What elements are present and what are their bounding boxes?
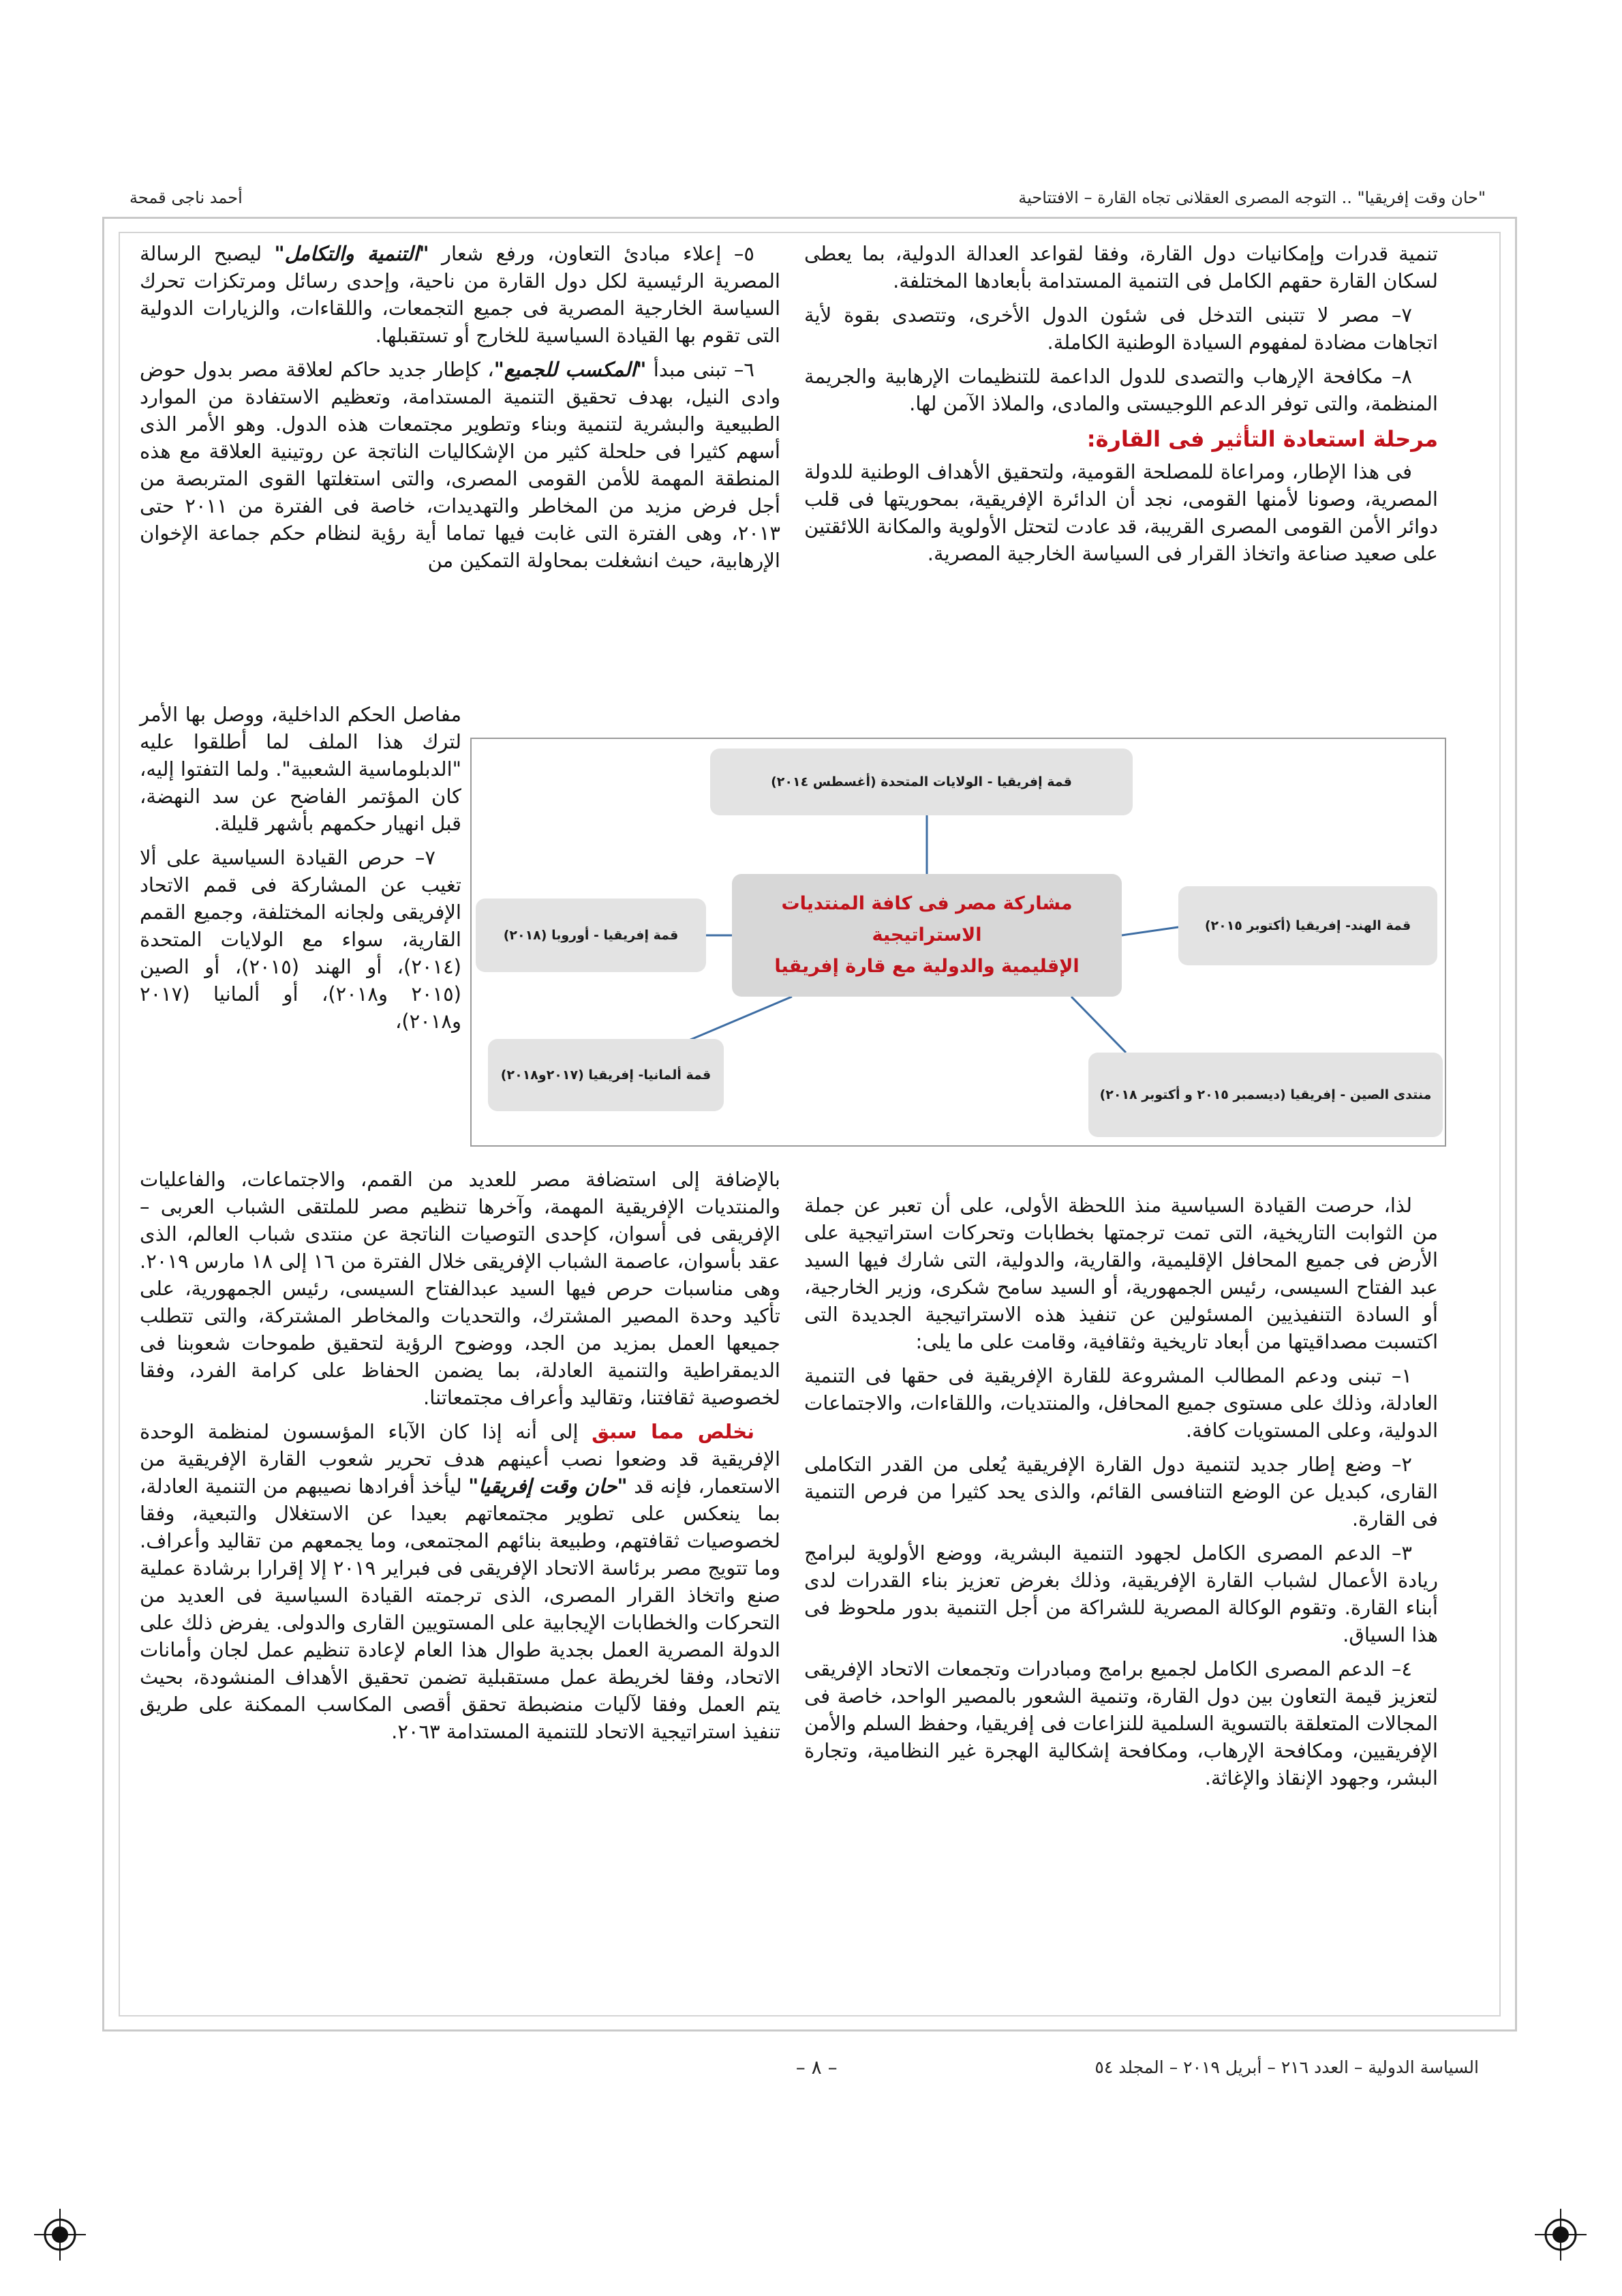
- paragraph-lead: ٥– إعلاء مبادئ التعاون، ورفع شعار: [429, 242, 754, 265]
- paragraph: [140, 356, 780, 574]
- center-line-2: الإقليمية والدولية مع قارة إفريقيا: [774, 956, 1080, 977]
- paragraph: مفاصل الحكم الداخلية، ووصل بها الأمر لترك هذا الملف لما أطلقوا عليه "الدبلوماسية الشعبية". ولما التفتوا إليه، كان المؤتمر الفاضح عن سد النهضة، قبل انهيار حكمهم بأشهر قليلة.: [140, 703, 461, 835]
- page-number: – ٨ –: [795, 2055, 838, 2079]
- paragraph: [140, 240, 780, 349]
- left-column-top: [140, 240, 780, 581]
- paragraph: ٧– مصر لا تتبنى التدخل فى شئون الدول الأخرى، وتتصدى بقوة لأية اتجاهات مضادة لمفهوم السيادة الوطنية الكاملة.: [804, 303, 1438, 354]
- node-india-africa-summit: قمة الهند- إفريقيا (أكتوبر ٢٠١٥): [1178, 886, 1437, 965]
- section-heading: مرحلة استعادة التأثير فى القارة:: [1086, 426, 1438, 452]
- right-column-bottom: [804, 1192, 1438, 1798]
- paragraph: ٨– مكافحة الإرهاب والتصدى للدول الداعمة للتنظيمات الإرهابية والجريمة المنظمة، والتى توفر الدعم اللوجيستى والمادى، والملاذ الآمن لها.: [804, 365, 1438, 415]
- paragraph: ٣– الدعم المصرى الكامل لجهود التنمية البشرية، ووضع الأولوية لبرامج ريادة الأعمال لشباب القارة الإفريقية، وذلك بغرض تعزيز بناء القدرات لدى أبناء القارة. وتقوم الوكالة المصرية للشراكة من أجل التنمية بدور ملحوظ فى هذا السياق.: [804, 1541, 1438, 1646]
- node-africa-usa-summit: قمة إفريقيا - الولايات المتحدة (أغسطس ٢٠١٤): [710, 749, 1133, 815]
- node-china-africa-forum: منتدى الصين - إفريقيا (ديسمبر ٢٠١٥ و أكتوبر ٢٠١٨): [1088, 1053, 1443, 1137]
- connector-bottom-right: [1071, 997, 1126, 1053]
- paragraph: ٤– الدعم المصرى الكامل لجميع برامج ومبادرات وتجمعات الاتحاد الإفريقى لتعزيز قيمة التعاون بين دول القارة، وتنمية الشعور بالمصير الواحد، خاصة فى المجالات المتعلقة بالتسوية السلمية للنزاعات فى إفريقيا، وحفظ السلم والأمن الإفريقيين، ومكافحة الإرهاب، ومكافحة إشكالية الهجرة غير النظامية، وتجارة البشر، وجهود الإنقاذ والإغاثة.: [804, 1657, 1438, 1789]
- left-column-narrow: [140, 701, 461, 1042]
- center-line-1: مشاركة مصر فى كافة المنتديات الاستراتيجية: [781, 893, 1073, 946]
- registration-mark-icon: [33, 2207, 87, 2262]
- paragraph: لذا، حرصت القيادة السياسية منذ اللحظة الأولى، على أن تعبر عن جملة من الثوابت التاريخية، التى تمت ترجمتها بخطابات وتحركات استراتيجية على الأرض فى جميع المحافل الإقليمية، والقارية، والدولية، التى شارك فيها السيد عبد الفتاح السيسى، رئيس الجمهورية، أو السيد سامح شكرى، وزير الخارجية، أو السادة التنفيذيين المسئولين عن تنفيذ هذه الاستراتيجية الجديدة التى اكتسبت مصداقيتها من أبعاد تاريخية وثقافية، وقامت على ما يلى:: [804, 1194, 1438, 1353]
- paragraph: [140, 1418, 780, 1745]
- paragraph: ٢– وضع إطار جديد لتنمية دول القارة الإفريقية يُعلى من القدر التكاملى القارى، كبديل عن الوضع التنافسى القائم، والذى يحد كثيرا من فرص التنمية فى القارة.: [804, 1453, 1438, 1530]
- paragraph-rest: ليصبح الرسالة المصرية الرئيسية لكل دول القارة من ناحية، وإحدى رسائل ومرتكزات تحرك السياسة الخارجية المصرية فى جميع التجمعات، واللقاءات، والزيارات الدولية التى تقوم بها القيادة السياسية للخارج أو تستقبلها.: [140, 242, 780, 347]
- slogan: "المكسب للجميع": [493, 358, 647, 381]
- slogan: "حان وقت إفريقيا": [468, 1475, 628, 1498]
- author-name: أحمد ناجى قمحة: [129, 188, 243, 207]
- conclusion-lead: نخلص مما سبق: [592, 1420, 754, 1443]
- paragraph: فى هذا الإطار، ومراعاة للمصلحة القومية، ولتحقيق الأهداف الوطنية للدولة المصرية، وصونا لأمنها القومى، نجد أن الدائرة الإفريقية، بمحوريتها فى قلب دوائر الأمن القومى المصرى القريبة، قد عادت لتحتل الأولوية والمكانة اللائقتين على صعيد صناعة واتخاذ القرار فى السياسة الخارجية المصرية.: [804, 460, 1438, 565]
- paragraph: ٧– حرص القيادة السياسية على ألا تغيب عن المشاركة فى قمم الاتحاد الإفريقى ولجانه المختلفة، وجميع القمم القارية، سواء مع الولايات المتحدة (٢٠١٤)، أو الهند (٢٠١٥)، أو الصين (٢٠١٥ و٢٠١٨)، أو ألمانيا (٢٠١٧ و٢٠١٨)،: [140, 846, 461, 1033]
- conclusion-text: ليأخذ أفرادها نصيبهم من التنمية العادلة، بما ينعكس على تطوير مجتمعاتهم بعيدا عن الاستغلال والتبعية، وفقا لخصوصيات ثقافتهم، وطبيعة بنائهم المجتمعى، وما يجمعهم من تقاليد وأعراف. وما تتويج مصر برئاسة الاتحاد الإفريقى فى فبراير ٢٠١٩ إلا إقرارا برشادة عملية صنع واتخاذ القرار المصرى، الذى ترجمته القيادة السياسية فى العديد من التحركات والخطابات الإيجابية على المستويين القارى والدولى. يفرض ذلك على الدولة المصرية العمل بجدية طوال هذا العام لإعادة تنظيم عمل لجان وأمانات الاتحاد، وفقا لخريطة عمل مستقبلية تضمن تحقيق الأهداف المنشودة، بحيث يتم العمل وفقا لآليات منضبطة تحقق أقصى المكاسب الممكنة على طريق تنفيذ استراتيجية الاتحاد للتنمية المستدامة ٢٠٦٣.: [140, 1475, 780, 1743]
- registration-mark-icon: [1533, 2207, 1588, 2262]
- running-head: [129, 185, 1486, 210]
- node-germany-africa-summit: قمة ألمانيا- إفريقيا (٢٠١٧و٢٠١٨): [488, 1039, 724, 1111]
- slogan: "التنمية والتكامل": [274, 242, 429, 265]
- section-title: "حان وقت إفريقيا" .. التوجه المصرى العقلانى تجاه القارة – الافتتاحية: [1018, 188, 1486, 207]
- forums-diagram: [470, 738, 1446, 1147]
- journal-issue: السياسة الدولية – العدد ٢١٦ – أبريل ٢٠١٩ – المجلد ٥٤: [1095, 2057, 1479, 2077]
- paragraph-lead: ٦– تبنى مبدأ: [646, 358, 754, 381]
- conclusion-text: إلى أنه إذا كان الآباء المؤسسون لمنظمة الوحدة الإفريقية قد وضعوا نصب أعينهم هدف تحرير شعوب القارة الإفريقية من الاستعمار، فإنه قد: [140, 1420, 781, 1498]
- paragraph: بالإضافة إلى استضافة مصر للعديد من القمم، والاجتماعات، والفاعليات والمنتديات الإفريقية المهمة، وآخرها تنظيم مصر للملتقى الشباب العربى – الإفريقى فى أسوان، كإحدى التوصيات الناتجة عن منتدى شباب العالم، الذى عقد بأسوان، عاصمة الشباب الإفريقى خلال الفترة من ١٦ إلى ١٨ مارس ٢٠١٩. وهى مناسبات حرص فيها السيد عبدالفتاح السيسى، رئيس الجمهورية، على تأكيد وحدة المصير المشترك، والتحديات والمخاطر المشتركة، والتى تتطلب جميعها العمل بمزيد من الجد، ووضوح الرؤية لتحقيق طموحات شعوبنا فى الديمقراطية والتنمية العادلة، بما يضمن الحفاظ على كرامة الفرد، وفقا لخصوصية ثقافتنا، وتقاليد وأعراف مجتمعاتنا.: [140, 1168, 780, 1409]
- left-column-bottom: [140, 1166, 780, 1752]
- right-column-top: [804, 240, 1438, 574]
- node-africa-europe-summit: قمة إفريقيا - أوروبا (٢٠١٨): [476, 898, 706, 972]
- paragraph: ١– تبنى ودعم المطالب المشروعة للقارة الإفريقية فى حقها فى التنمية العادلة، وذلك على مستوى جميع المحافل، والمنتديات، واللقاءات، والاجتماعات الدولية، وعلى المستويات كافة.: [804, 1364, 1438, 1442]
- node-center-egypt-participation: [732, 874, 1122, 997]
- page-footer: [129, 2053, 1479, 2081]
- paragraph: تنمية قدرات وإمكانيات دول القارة، وفقا لقواعد العدالة الدولية، بما يعطى لسكان القارة حقهم الكامل فى التنمية المستدامة بأبعادها المختلفة.: [804, 242, 1438, 292]
- connector-right: [1122, 927, 1178, 935]
- paragraph-rest: ، كإطار جديد حاكم لعلاقة مصر بدول حوض وادى النيل، بهدف تحقيق التنمية المستدامة، وتعظيم الاستفادة من الموارد الطبيعية والبشرية لتنمية وبناء وتطوير مجتمعات هذه الدول. وهو الأمر الذى أسهم كثيرا فى حلحلة كثير من الإشكاليات الناتجة عن روتينية العلاقة مع هذه المنطقة المهمة للأمن القومى المصرى، والتى استغلتها القوى المتربصة من أجل فرض مزيد من المخاطر والتهديدات، خاصة فى الفترة من ٢٠١١ حتى ٢٠١٣، وهى الفترة التى غابت فيها تماما أية رؤية لنظام حكم جماعة الإخوان الإرهابية، حيث انشغلت بمحاولة التمكين من: [140, 358, 780, 572]
